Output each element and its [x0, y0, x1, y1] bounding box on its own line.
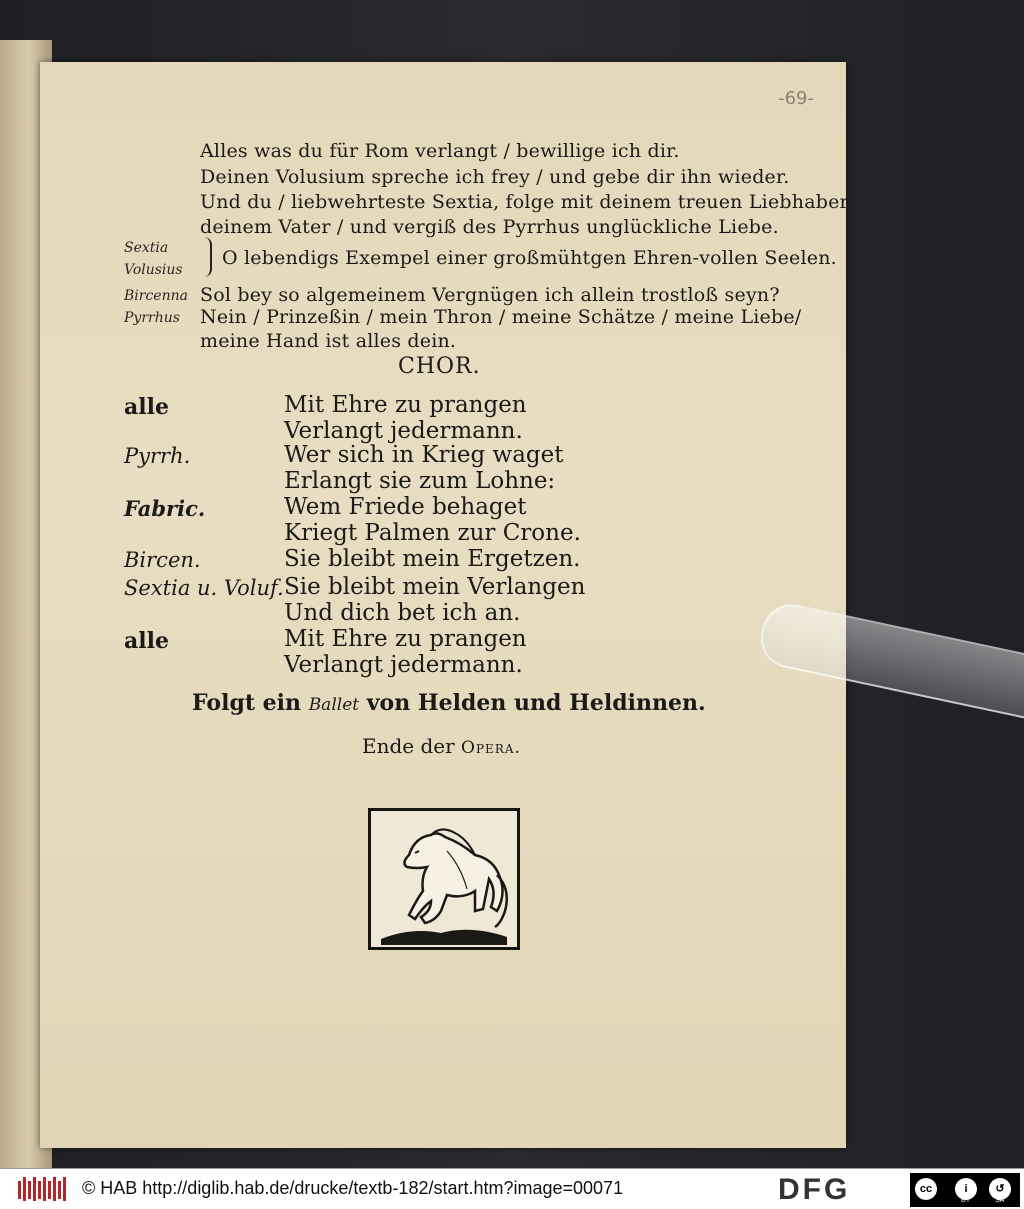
- speaker-pyrrhus: Pyrrhus: [124, 310, 180, 326]
- bircenna-line: Sol bey so algemeinem Vergnügen ich allein trostloß seyn?: [200, 284, 780, 306]
- chorus-line-5b: Und dich bet ich an.: [284, 600, 521, 626]
- chorus-line-1a: Mit Ehre zu prangen: [284, 392, 527, 418]
- pyrrhus-line-2: meine Hand ist alles dein.: [200, 330, 457, 352]
- ende-pre: Ende der: [362, 734, 455, 758]
- chorus-line-3b: Kriegt Palmen zur Crone.: [284, 520, 581, 546]
- chorus-speaker-3: Fabric.: [124, 496, 206, 521]
- ende-line: [362, 734, 521, 758]
- ballet-post: von Helden und Heldinnen.: [366, 690, 706, 716]
- pyrrhus-line-1: Nein / Prinzeßin / mein Thron / meine Schätze / meine Liebe/: [200, 306, 802, 328]
- copyright-link[interactable]: © HAB http://diglib.hab.de/drucke/textb-182/start.htm?image=00071: [82, 1178, 624, 1198]
- speaker-sextia: Sextia: [124, 240, 169, 256]
- chorus-line-2b: Erlangt sie zum Lohne:: [284, 468, 556, 494]
- chorus-line-6a: Mit Ehre zu prangen: [284, 626, 527, 652]
- speaker-bircenna: Bircenna: [124, 288, 188, 304]
- prose-line-2: Deinen Volusium spreche ich frey / und gebe dir ihn wieder.: [200, 166, 790, 188]
- horse-woodcut-image: [368, 808, 520, 950]
- chorus-line-5a: Sie bleibt mein Verlangen: [284, 574, 586, 600]
- ballet-line: [192, 690, 706, 716]
- chorus-speaker-1: alle: [124, 394, 169, 420]
- cc-by-label: BY: [961, 1197, 971, 1204]
- speaker-volusius: Volusius: [124, 262, 183, 278]
- attribution-icon: i: [955, 1178, 977, 1200]
- hab-logo-icon: [16, 1175, 68, 1203]
- prose-line-1: Alles was du für Rom verlangt / bewillige ich dir.: [200, 140, 680, 162]
- chorus-line-3a: Wem Friede behaget: [284, 494, 527, 520]
- page-number-note: -69-: [778, 88, 814, 109]
- ballet-pre: Folgt ein: [192, 690, 302, 716]
- chor-heading: CHOR.: [398, 354, 481, 379]
- prose-line-4: deinem Vater / und vergiß des Pyrrhus unglückliche Liebe.: [200, 216, 779, 238]
- chorus-speaker-4: Bircen.: [124, 548, 201, 572]
- chorus-speaker-2: Pyrrh.: [124, 444, 191, 468]
- cc-license-badge[interactable]: [910, 1173, 1020, 1207]
- footer-bar: [0, 1168, 1024, 1209]
- chorus-line-2a: Wer sich in Krieg waget: [284, 442, 564, 468]
- chorus-speaker-5: Sextia u. Voluf.: [124, 576, 284, 600]
- sextia-line: O lebendigs Exempel einer großmühtgen Ehren-vollen Seelen.: [222, 247, 837, 269]
- dfg-logo: DFG: [778, 1173, 851, 1206]
- chorus-line-1b: Verlangt jedermann.: [284, 418, 523, 444]
- cc-sa-label: SA: [995, 1197, 1005, 1204]
- ende-word: Opera.: [461, 738, 521, 758]
- chorus-line-6b: Verlangt jedermann.: [284, 652, 523, 678]
- cc-icon: cc: [915, 1178, 937, 1200]
- brace-mark: [200, 237, 212, 277]
- ballet-word: Ballet: [308, 695, 360, 715]
- chorus-line-4a: Sie bleibt mein Ergetzen.: [284, 546, 581, 572]
- prose-line-3: Und du / liebwehrteste Sextia, folge mit deinem treuen Liebhaber: [200, 191, 849, 213]
- chorus-speaker-6: alle: [124, 628, 169, 654]
- share-alike-icon: ↺: [989, 1178, 1011, 1200]
